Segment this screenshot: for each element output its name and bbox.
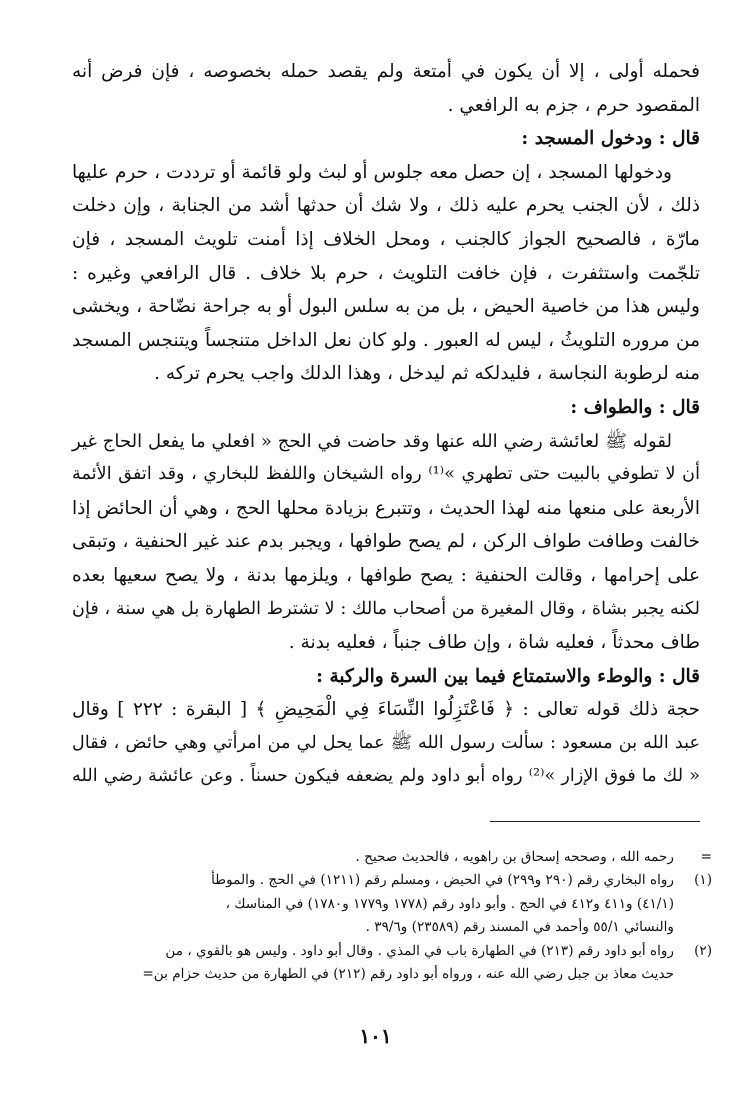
text-line: المقصود حرم ، جزم به الرافعي . (447, 94, 700, 116)
footnotes (52, 846, 712, 986)
text-line: لكنه يجبر بشاة ، وقال المغيرة من أصحاب مالك : لا تشترط الطهارة بل هي سنة ، فإن (72, 598, 700, 619)
text-line: فحمله أولى ، إلا أن يكون في أمتعة ولم يقصد حمله بخصوصه ، فإن فرض أنه (72, 61, 700, 82)
footnote-separator (490, 821, 700, 822)
main-text (72, 55, 700, 794)
text-line: « لك ما فوق الإزار »⁽²⁾ رواه أبو داود ولم يضعفه فيكون حسناً . وعن عائشة رضي الله (72, 766, 700, 787)
page-number: ١٠١ (359, 1024, 392, 1048)
text-line: الأربعة على منعها منه لهذا الحديث ، وتتبرع بزيادة محلها الحج ، وهي أن الحائض إذا (72, 497, 700, 519)
text-line: منه لرطوبة النجاسة ، فليدلكه ثم ليدخل ، وهذا الدلك واجب يحرم تركه . (154, 363, 700, 385)
text-line: أن لا تطوفي بالبيت حتى تطهري »⁽¹⁾ رواه الشيخان واللفظ للبخاري ، وقد اتفق الأئمة (72, 464, 700, 485)
text-line: لقوله ﷺ لعائشة رضي الله عنها وقد حاضت في الحج « افعلي ما يفعل الحاج غير (72, 430, 672, 452)
text-line: خالفت وطافت طواف الركن ، لم يصح طوافها ، ويجبر بدم عند غير الحنفية ، وتبقى (72, 531, 700, 553)
footnote-continuation (52, 846, 712, 869)
footnote-text: رواه أبو داود رقم (٢١٣) في الطهارة باب في المذي . وقال أبو داود . وليس هو بالقوي ، من (165, 942, 674, 959)
text-line: وليس هذا من خاصية الحيض ، بل من به سلس البول أو به جراحة نضّاحة ، ويخشى (72, 296, 700, 318)
text-line: حجة ذلك قوله تعالى : ﴿ فَاعْتَزِلُوا النِّسَاءَ فِي الْمَحِيضِ ﴾ [ البقرة : ٢٢٢ ] وقال (72, 699, 700, 721)
footnote-2 (52, 940, 712, 963)
footnote-text: حديث معاذ بن جبل رضي الله عنه ، ورواه أبو داود رقم (٢١٢) في الطهارة من حديث حزام بن= (142, 966, 674, 983)
footnote-text: رواه البخاري رقم (٢٩٠ و٢٩٩) في الحيض ، ومسلم رقم (١٢١١) في الحج . والموطأ (211, 872, 674, 889)
footnote-number: (١) (694, 872, 712, 889)
text-line: ودخولها المسجد ، إن حصل معه جلوس أو لبث ولو قائمة أو ترددت ، حرم عليها (72, 161, 672, 183)
text-line: مارّة ، فالصحيح الجواز كالجنب ، ومحل الخلاف إذا أمنت تلويث المسجد ، فإن (72, 228, 700, 250)
footnote-number: (٢) (694, 942, 712, 959)
text-line: ذلك ، لأن الجنب يحرم عليه ذلك ، ولا شك أن حدثها أشد من الجنابة ، وإن دخلت (72, 195, 700, 217)
footnote-text: والنسائي ٥٥/١ وأحمد في المسند رقم (٢٣٥٨٩) و٣٩/٦ . (365, 919, 674, 936)
text-line: على إحرامها ، وقالت الحنفية : يصح طوافها ، ويلزمها بدنة ، ولا يصح سعيها بعده (72, 564, 700, 586)
continuation-marker: = (700, 849, 712, 865)
section-heading-intercourse: قال : والوطء والاستمتاع فيما بين السرة والركبة : (316, 665, 700, 687)
text-line: عبد الله بن مسعود : سألت رسول الله ﷺ عما يحل لي من امرأتي وهي حائض ، فقال (72, 732, 700, 753)
text-line: تلجّمت واستثفرت ، فإن خافت التلويث ، حرم بلا خلاف . قال الرافعي وغيره : (72, 262, 700, 284)
section-heading-mosque: قال : ودخول المسجد : (521, 128, 700, 150)
section-heading-tawaf: قال : والطواف : (570, 396, 700, 418)
footnote-text: (٤١/١) و٤١١ و٤١٢ في الحج . وأبو داود رقم (١٧٧٨ و١٧٧٩ و١٧٨٠) في المناسك ، (225, 895, 674, 912)
footnote-1 (52, 869, 712, 892)
text-line: طاف محدثاً ، فعليه شاة ، وإن طاف جنباً ، فعليه بدنة . (288, 632, 700, 654)
footnote-text: رحمه الله ، وصححه إسحاق بن راهويه ، فالحديث صحيح . (355, 849, 674, 865)
text-line: من مروره التلويثُ ، ليس له العبور . ولو كان نعل الداخل متنجساً ويتنجس المسجد (72, 329, 700, 351)
